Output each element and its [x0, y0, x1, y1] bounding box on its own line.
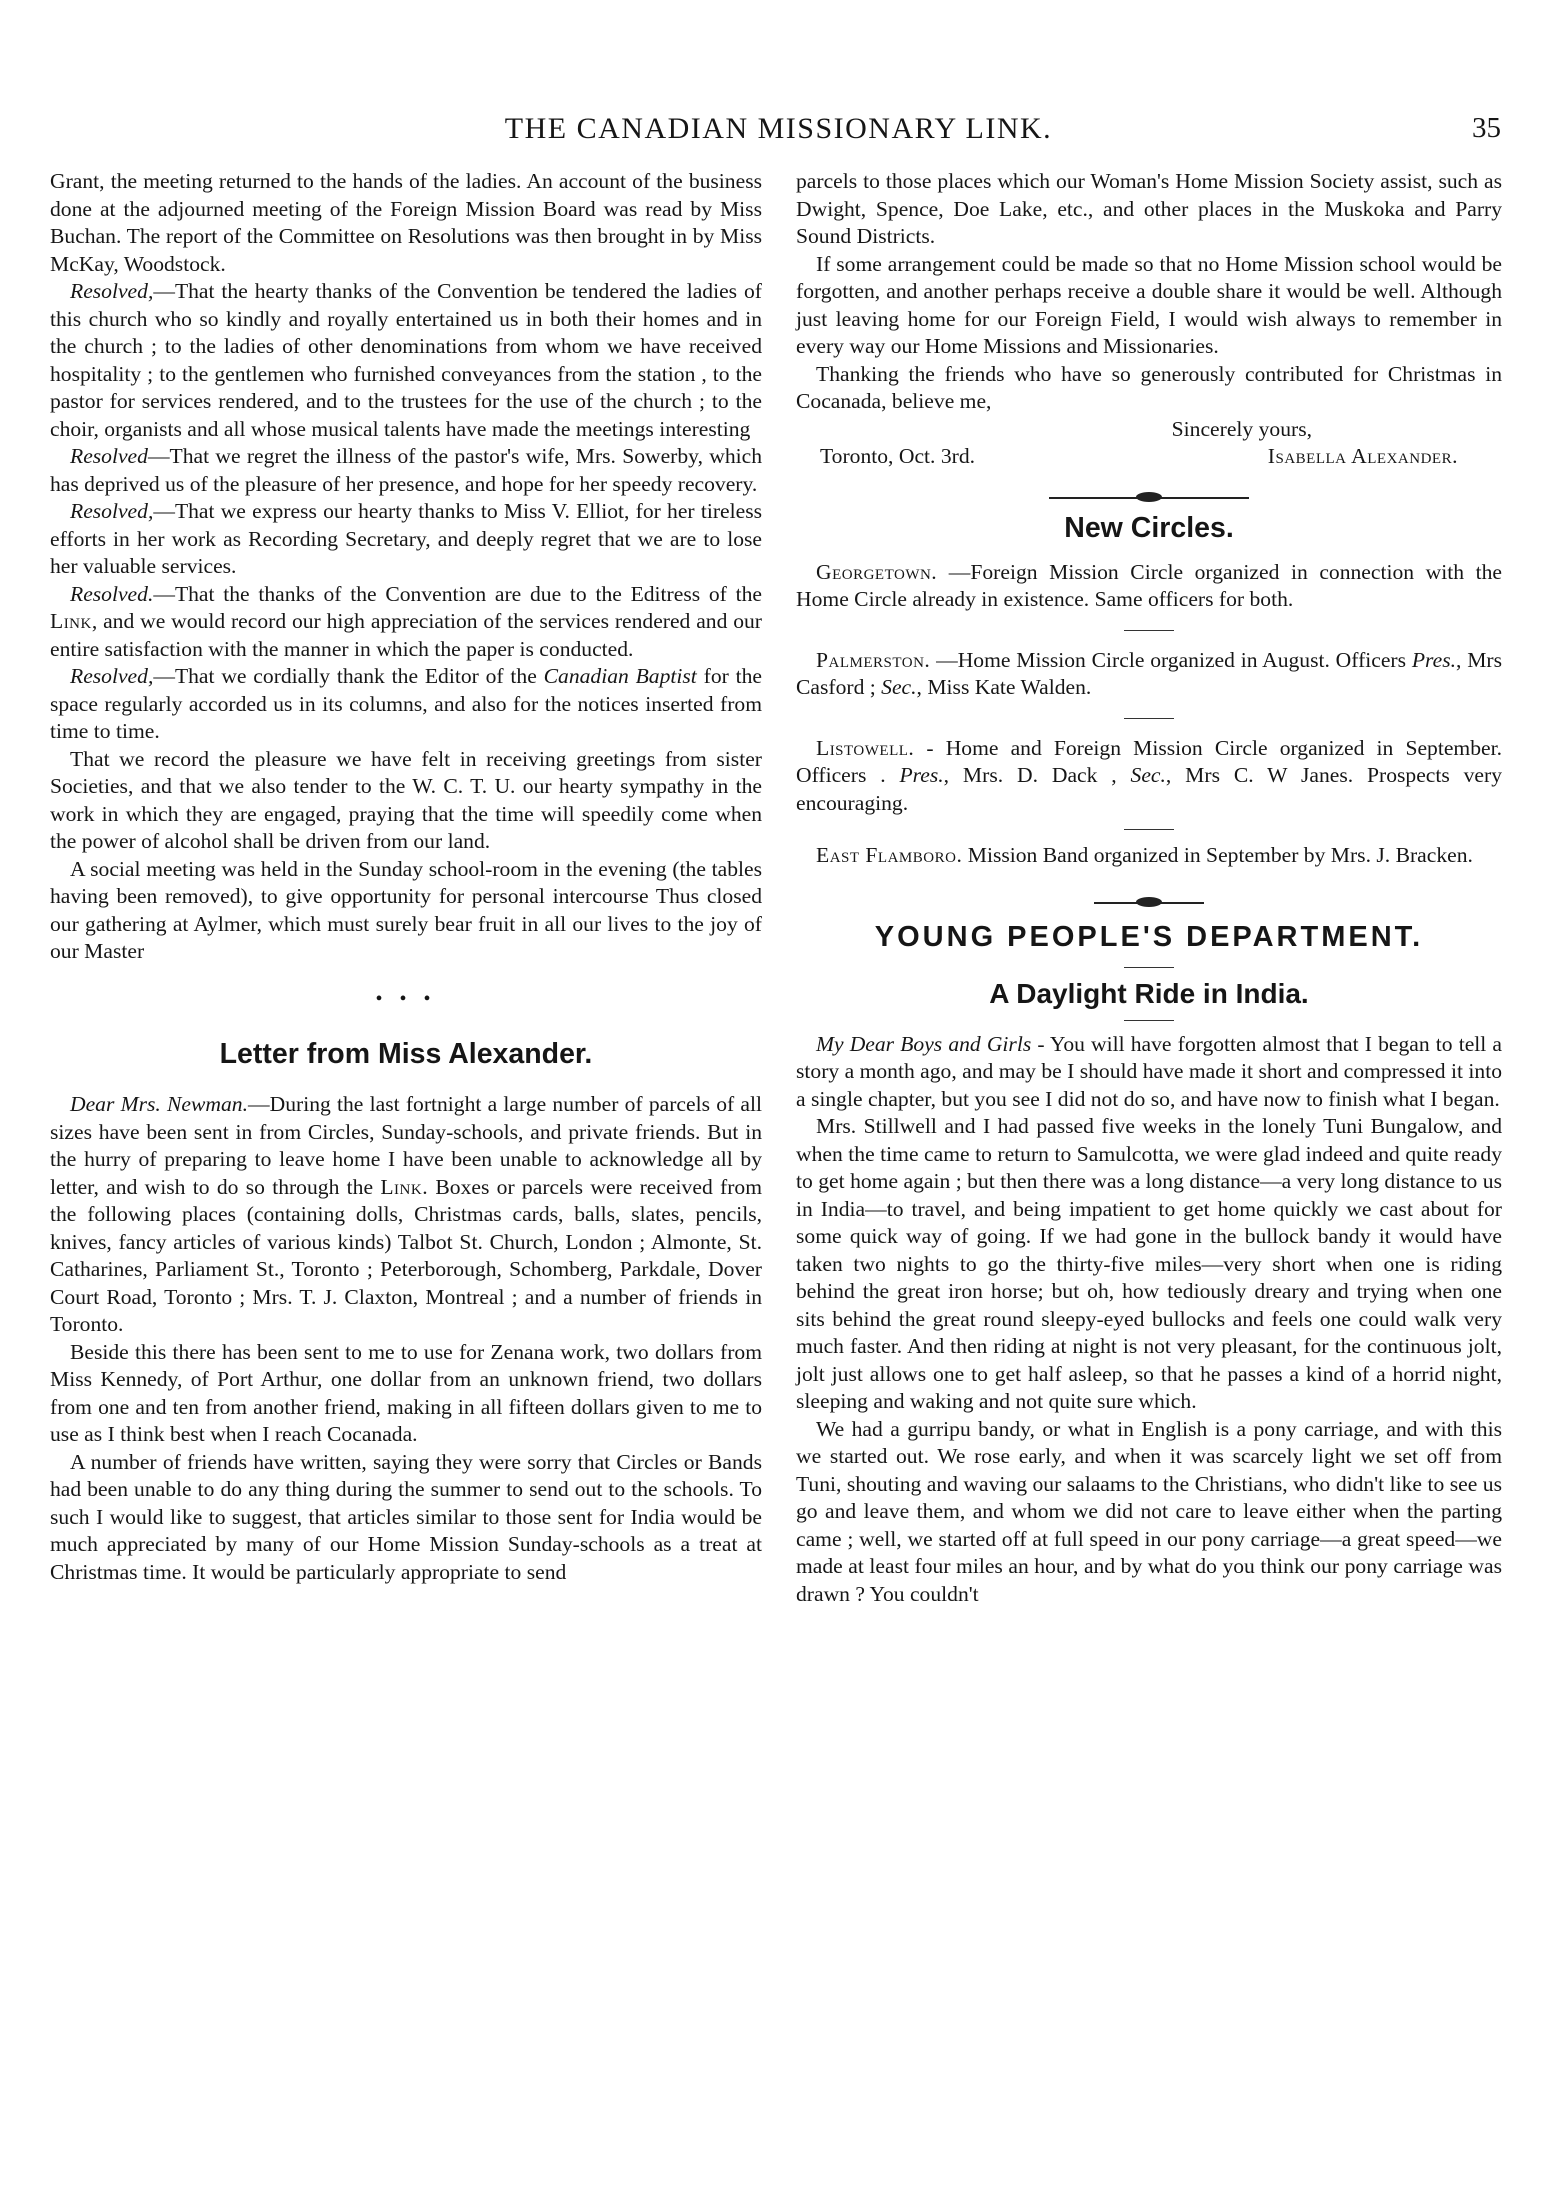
resolution-wctu: That we record the pleasure we have felt in receiving greetings from sister Societies, and that we also tender to the W. C. T. U. our hearty sympathy in the work in which they are engaged, praying that the time will speedily come when the power of alcohol shall be driven from our land. — [50, 746, 762, 853]
circle-entry: East Flamboro. Mission Band organized in September by Mrs. J. Bracken. — [816, 843, 1473, 867]
new-circles-heading: New Circles. — [1064, 511, 1234, 544]
circle-place: Georgetown. — [816, 559, 938, 584]
resolution-pastors-wife: Resolved—That we regret the illness of the pastor's wife, Mrs. Sowerby, which has deprived us of the pleasure of her presence, and hope for her speedy recovery. — [50, 444, 762, 496]
resolution-recording-secretary: Resolved,—That we express our hearty thanks to Miss V. Elliot, for her tireless efforts in her work as Recording Secretary, and deeply regret that we are to lose her valuable services. — [50, 499, 762, 578]
ornament-divider — [1094, 896, 1204, 910]
story-paragraph: Mrs. Stillwell and I had passed five weeks in the lonely Tuni Bungalow, and when the time came to return to Samulcotta, we were glad indeed and quite ready to get home again ; but then there was a long distance—a very long distance to us in India—to travel, and being impatient to get home quickly we cast about for some quick way of going. If we had gone in the bullock bandy it would have taken two nights to go the thirty-five miles—very short when one is riding behind the great iron horse; but oh, how tediously dreary and trying when one sits behind the great round sleepy-eyed bullocks and feels one could walk very much faster. And then riding at night is not very pleasant, for the continuous jolt, jolt just allows one to get half asleep, so that he passes a kind of a horrid night, sleeping and waking and not quite sure which. — [796, 1114, 1502, 1413]
paper-name: Canadian Baptist — [543, 664, 697, 688]
link-name: Link — [50, 609, 92, 633]
page-header — [56, 112, 1501, 152]
resolution-canadian-baptist: Resolved,—That we cordially thank the Editor of the Canadian Baptist for the space regularly accorded us in its columns, and also for the notices inserted from time to time. — [50, 664, 762, 743]
resolution-editress: Resolved.—That the thanks of the Convention are due to the Editress of the Link, and we would record our high appreciation of the services rendered and our entire satisfaction with the manner in which the paper is conducted. — [50, 581, 762, 661]
convention-report-continued: Grant, the meeting returned to the hands of the ladies. An account of the business done at the adjourned meeting of the Foreign Mission Board was read by Miss Buchan. The report of the Committee on Resolutions was then brought in by Miss McKay, Woodstock. — [50, 169, 762, 276]
ornament-divider — [1049, 491, 1249, 505]
page-number: 35 — [1472, 112, 1501, 144]
resolved-label: Resolved, — [70, 499, 154, 523]
circle-entry: Palmerston. —Home Mission Circle organized in August. Officers Pres., Mrs Casford ; Sec., Miss Kate Walden. — [796, 647, 1502, 699]
letter-place-date: Toronto, Oct. 3rd. — [820, 444, 976, 468]
circle-place: Listowell. — [816, 735, 915, 760]
story-paragraph: My Dear Boys and Girls - You will have forgotten almost that I began to tell a story a month ago, and may be I should have made it short and compressed it into a single chapter, but you see I did not do so, and have now to finish what I began. — [796, 1031, 1502, 1111]
letter-paragraph: Dear Mrs. Newman.—During the last fortnight a large number of parcels of all sizes have been sent in from Circles, Sunday-schools, and private friends. But in the hurry of preparing to leave home I have been unable to acknowledge all by letter, and wish to do so through the Link. Boxes or parcels were received from the following places (containing dolls, Christmas cards, balls, slates, pencils, knives, fancy articles of various kinds) Talbot St. Church, London ; Almonte, St. Catharines, Parliament St., Toronto ; Peterborough, Schomberg, Parkdale, Dover Court Road, Toronto ; Mrs. T. J. Claxton, Montreal ; and a number of friends in Toronto. — [50, 1092, 763, 1336]
story-salutation: My Dear Boys and Girls — [816, 1031, 1032, 1056]
letter-signoff: Sincerely yours, — [1171, 416, 1312, 441]
letter-signature: Isabella Alexander. — [1267, 444, 1458, 468]
right-column — [796, 168, 1502, 1608]
circle-entry: Listowell. - Home and Foreign Mission Circle organized in September. Officers . Pres., Mrs. D. Dack , Sec., Mrs C. W Janes. Prospects very encouraging. — [796, 735, 1503, 815]
story-heading: A Daylight Ride in India. — [989, 978, 1309, 1009]
letter-dateline — [796, 443, 1502, 471]
dots-separator: • • • — [375, 987, 437, 1010]
story-paragraph: We had a gurripu bandy, or what in English is a pony carriage, and with this we started out. We rose early, and when it was scarcely light we set off from Tuni, shouting and waving our salaams to the Christians, who didn't like to see us go and leave them, and whom we did not care to leave either when the parting came ; well, we started off at full speed in our pony carriage—a great speed—we made at least four miles an hour, and by what do you think our pony carriage was drawn ? You couldn't — [796, 1416, 1502, 1606]
circle-place: Palmerston. — [816, 647, 931, 672]
letter-heading: Letter from Miss Alexander. — [219, 1038, 593, 1070]
letter-salutation: Dear Mrs. Newman. — [70, 1092, 249, 1116]
resolved-label: Resolved. — [70, 581, 154, 606]
letter-paragraph-donations: Beside this there has been sent to me to use for Zenana work, two dollars from Miss Kennedy, of Port Arthur, one dollar from an unknown friend, two dollars from one and ten from another friend, making in all fifteen dollars given to me to use as I think best when I reach Cocanada. — [50, 1339, 762, 1446]
resolved-label: Resolved — [70, 444, 148, 468]
young-peoples-department-heading: YOUNG PEOPLE'S DEPARTMENT. — [874, 920, 1424, 953]
resolved-label: Resolved, — [70, 664, 154, 688]
resolution-thanks-hosts: Resolved,—That the hearty thanks of the Convention be tendered the ladies of this church who so kindly and royally entertained us in both their homes and in the church ; to the ladies of other denominations from whom we have received hospitality ; to the gentlemen who furnished conveyances from the station , to the pastor for services rendered, and to the trustees for the use of the church ; to the choir, organists and all whose musical talents have made the meetings interesting — [50, 279, 762, 441]
link-name: Link. — [380, 1174, 429, 1199]
circle-entry: Georgetown. —Foreign Mission Circle organized in connection with the Home Circle already in existence. Same officers for both. — [796, 559, 1502, 611]
letter-paragraph-arrangement: If some arrangement could be made so that no Home Mission school would be forgotten, and another perhaps receive a double share it would be well. Although just leaving home for our Foreign Field, I would wish always to remember in every way our Home Missions and Missionaries. — [796, 251, 1502, 358]
letter-paragraph-thanks: Thanking the friends who have so generously contributed for Christmas in Cocanada, believe me, — [796, 361, 1502, 413]
resolved-label: Resolved, — [70, 279, 154, 303]
social-meeting-paragraph: A social meeting was held in the Sunday school-room in the evening (the tables having been removed), to give opportunity for personal intercourse Thus closed our gathering at Aylmer, which must surely bear fruit in all our lives to the joy of our Master — [50, 856, 762, 963]
circle-place: East Flamboro. — [816, 843, 963, 867]
letter-paragraph-suggestion: A number of friends have written, saying they were sorry that Circles or Bands had been unable to do any thing during the summer to send out to the schools. To such I would like to suggest, that articles similar to those sent for India would be much appreciated by many of our Home Mission Sunday-schools as a treat at Christmas time. It would be particularly appropriate to send — [50, 1449, 762, 1584]
letter-continued: parcels to those places which our Woman's Home Mission Society assist, such as Dwight, Spence, Doe Lake, etc., and other places in the Muskoka and Parry Sound Districts. — [796, 169, 1502, 248]
running-title: THE CANADIAN MISSIONARY LINK. — [504, 112, 1053, 145]
left-column — [50, 168, 762, 1586]
